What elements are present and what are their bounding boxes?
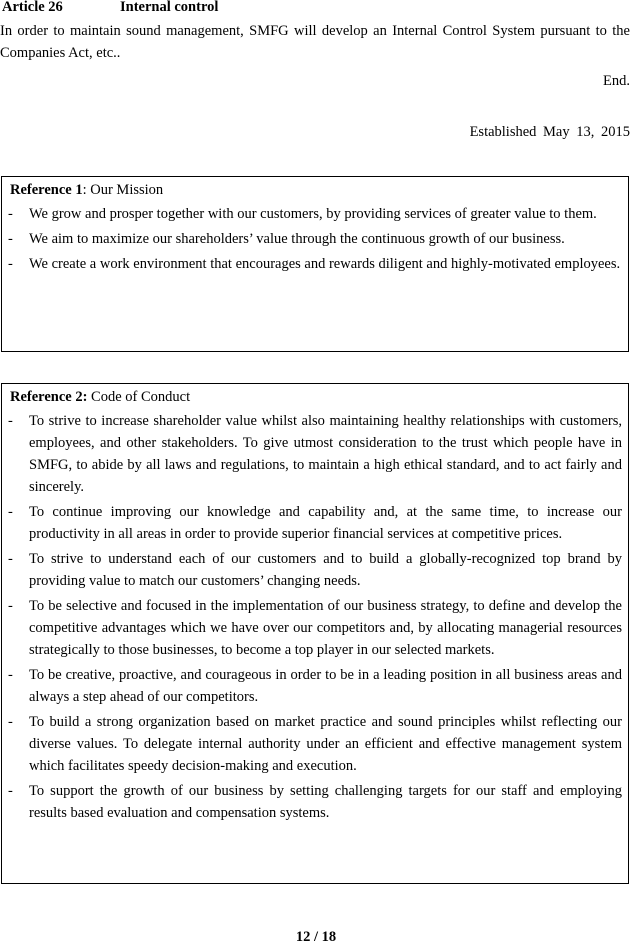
established-date: Established May 13, 2015 xyxy=(469,124,630,140)
article-title: Internal control xyxy=(120,0,219,15)
reference-2-list xyxy=(8,410,622,824)
reference-2-heading xyxy=(10,386,622,408)
list-item: - To continue improving our knowledge and capability and, at the same time, to increase our productivity in all areas in order to provide superior financial services at competitive prices. xyxy=(8,501,622,545)
list-item: - We grow and prosper together with our customers, by providing services of greater value to them. xyxy=(8,203,622,225)
list-item: - To be selective and focused in the implementation of our business strategy, to define and develop the competitive advantages which we have over our competitors and, by allocating managerial resources strategically to those businesses, to become a top player in our selected markets. xyxy=(8,595,622,661)
article-number: Article 26 xyxy=(2,0,63,15)
reference-2-title: Code of Conduct xyxy=(87,389,191,405)
reference-1-list xyxy=(8,203,622,275)
list-item: - We aim to maximize our shareholders’ value through the continuous growth of our business. xyxy=(8,228,622,250)
article-heading xyxy=(2,0,218,18)
list-item: - We create a work environment that encourages and rewards diligent and highly-motivated employees. xyxy=(8,253,622,275)
article-body: In order to maintain sound management, SMFG will develop an Internal Control System pursuant to the Companies Act, etc.. xyxy=(0,23,630,61)
list-item: - To be creative, proactive, and courageous in order to be in a leading position in all business areas and always a step ahead of our competitors. xyxy=(8,664,622,708)
page-number: 12 / 18 xyxy=(295,929,337,945)
reference-2-label: Reference 2: xyxy=(10,389,88,405)
end-marker: End. xyxy=(603,73,630,89)
list-item: - To strive to increase shareholder value whilst also maintaining healthy relationships with customers, employees, and other stakeholders. To give utmost consideration to the trust which people have in SMFG, to abide by all laws and regulations, to maintain a high ethical standard, and to act fairly and sincerely. xyxy=(8,410,622,498)
list-item: - To support the growth of our business by setting challenging targets for our staff and employing results based evaluation and compensation systems. xyxy=(8,780,622,824)
list-item: - To strive to understand each of our customers and to build a globally-recognized top brand by providing value to match our customers’ changing needs. xyxy=(8,548,622,592)
reference-1-label: Reference 1 xyxy=(10,182,83,198)
reference-2-box xyxy=(1,383,629,884)
list-item: - To build a strong organization based on market practice and sound principles whilst reflecting our diverse values. To delegate internal authority under an efficient and effective management system which facilitates speedy decision-making and execution. xyxy=(8,711,622,777)
reference-1-box xyxy=(1,176,629,352)
reference-1-title: : Our Mission xyxy=(82,182,164,198)
reference-1-heading xyxy=(10,179,622,201)
